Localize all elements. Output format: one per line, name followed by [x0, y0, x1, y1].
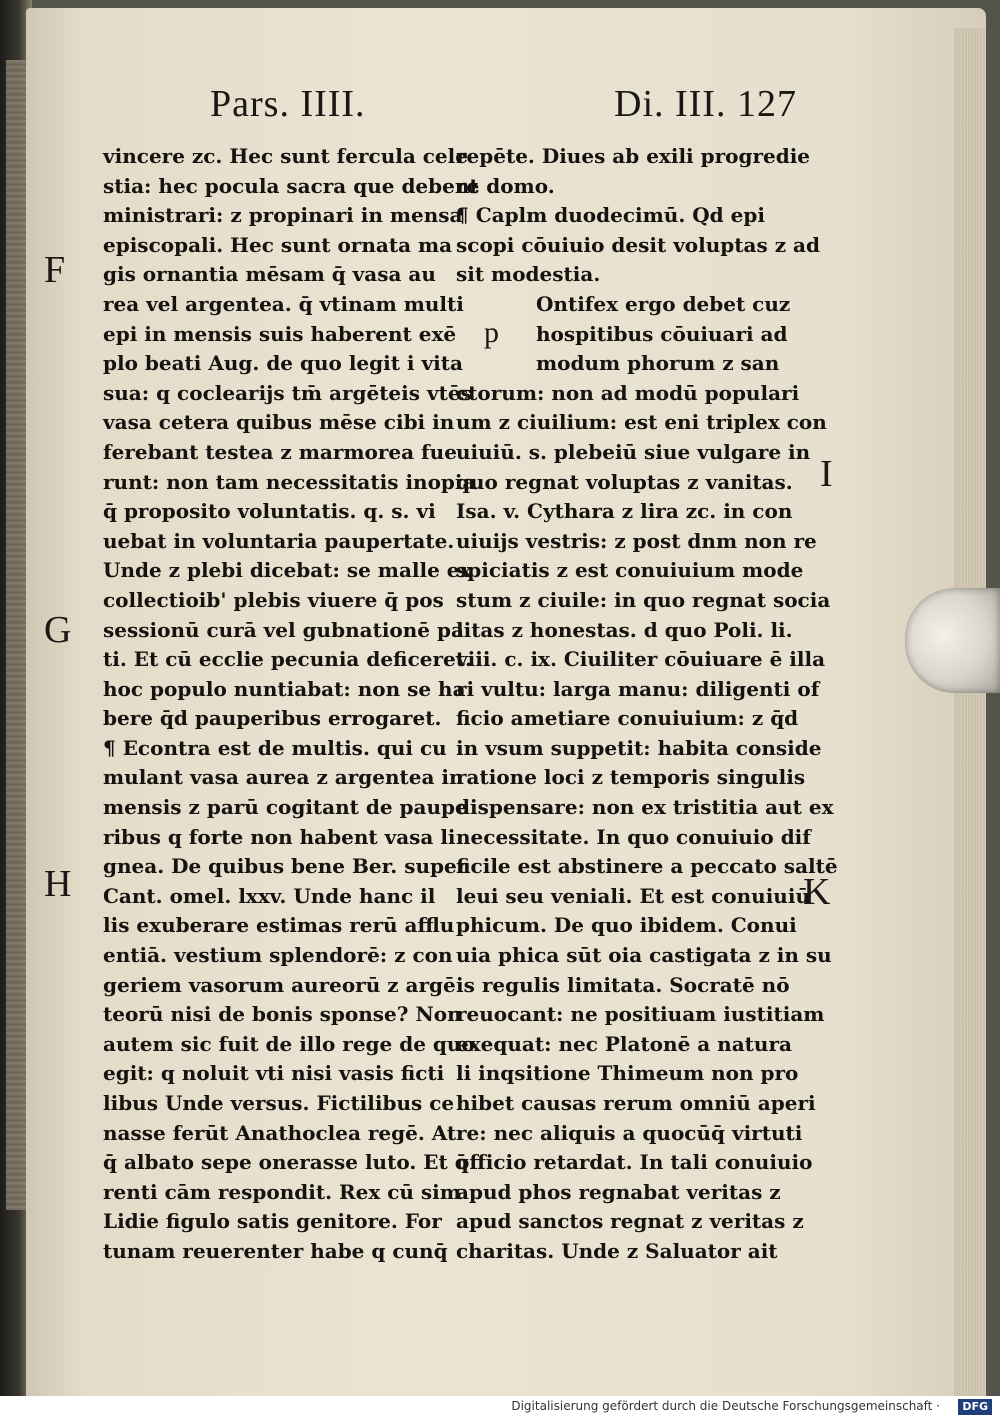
text-line: viii. c. ix. Ciuiliter cōuiuare ē illa [456, 647, 826, 672]
text-line: nasse ferūt Anathoclea regē. At [103, 1120, 457, 1145]
margin-marker-f: F [44, 249, 66, 291]
text-line: vasa cetera quibus mēse cibi in [103, 410, 455, 435]
text-line: exequat: nec Platonē a natura [456, 1031, 792, 1056]
text-line: mulant vasa aurea z argentea in [103, 765, 464, 790]
text-line: phicum. De quo ibidem. Conui [456, 913, 797, 938]
text-line: charitas. Unde z Saluator ait [456, 1238, 778, 1263]
text-line: ferebant testea z marmorea fue [103, 439, 457, 464]
text-line: sua: q coclearijs tm̄ argēteis vtēs [103, 380, 472, 405]
text-line: Cant. omel. lxxv. Unde hanc il [103, 883, 436, 908]
text-line: ctorum: non ad modū populari [456, 380, 800, 405]
text-line: ficio ametiare conuiuium: z q̄d [456, 706, 799, 731]
text-line: ministrari: z propinari in mensa [103, 203, 463, 228]
text-line: uia phica sūt oia castigata z in su [456, 943, 832, 968]
text-line: ri vultu: larga manu: diligenti of [456, 676, 820, 701]
text-line: repēte. Diues ab exili progredie [456, 144, 811, 168]
text-line: stum z ciuile: in quo regnat socia [456, 587, 831, 612]
text-line: entiā. vestium splendorē: z con [103, 943, 453, 968]
text-line: uebat in voluntaria paupertate. [103, 528, 455, 553]
text-line: geriem vasorum aureorū z argē [103, 972, 456, 997]
text-line: episcopali. Hec sunt ornata ma [103, 232, 453, 257]
text-line: in vsum suppetit: habita conside [456, 735, 822, 760]
text-line: um z ciuilium: est eni triplex con [456, 410, 827, 435]
text-line: egit: q noluit vti nisi vasis ficti [103, 1061, 445, 1086]
margin-marker-i: I [820, 453, 833, 495]
text-line: Lidie figulo satis genitore. For [103, 1209, 442, 1234]
text-line: re domo. [456, 173, 555, 198]
chapter-heading-line: scopi cōuiuio desit voluptas z ad [456, 232, 820, 257]
text-line: modum phorum z san [536, 351, 780, 376]
text-line: hoc populo nuntiabat: non se ha [103, 676, 466, 701]
text-column-right [456, 142, 838, 1267]
text-line: quo regnat voluptas z vanitas. [456, 469, 793, 494]
margin-marker-k: K [803, 871, 831, 913]
footer-bar [0, 1396, 1000, 1419]
text-line: Isa. v. Cythara z lira zc. in con [456, 499, 793, 524]
text-line: litas z honestas. d quo Poli. li. [456, 617, 793, 642]
dfg-logo: DFG [958, 1399, 992, 1415]
text-line: officio retardat. In tali conuiuio [456, 1150, 813, 1175]
text-line: gnea. De quibus bene Ber. super [103, 854, 468, 879]
text-line: teorū nisi de bonis sponse? Non [103, 1002, 462, 1027]
text-line: is regulis limitata. Socratē nō [456, 972, 790, 997]
text-line: lis exuberare estimas rerū afflu [103, 913, 455, 938]
text-line: runt: non tam necessitatis inopia [103, 469, 476, 494]
text-line: tunam reuerenter habe q cunq̄ [103, 1238, 448, 1263]
text-line: hibet causas rerum omniū aperi [456, 1091, 816, 1115]
drop-cap-guide-letter: p [484, 316, 499, 349]
text-line: Unde z plebi dicebat: se malle ex [103, 558, 472, 583]
text-line: epi in mensis suis haberent exē [103, 321, 457, 346]
text-line: necessitate. In quo conuiuio dif [456, 824, 811, 849]
text-line: uiuijs vestris: z post dnm non re [456, 528, 817, 553]
text-line: ratione loci z temporis singulis [456, 765, 806, 790]
text-line: libus Unde versus. Fictilibus ce [103, 1091, 455, 1115]
funding-credit: Digitalisierung gefördert durch die Deutsche Forschungsgemeinschaft · [511, 1399, 940, 1413]
text-line: spiciatis z est conuiuium mode [456, 558, 804, 583]
text-line: gis ornantia mēsam q̄ vasa au [103, 262, 436, 287]
text-line: ¶ Econtra est de multis. qui cu [103, 735, 447, 760]
text-line: vincere zc. Hec sunt fercula cele [103, 144, 468, 168]
running-head-right: Di. III. 127 [614, 83, 797, 125]
text-line: collectioib' plebis viuere q̄ pos [103, 587, 444, 612]
text-line: Ontifex ergo debet cuz [536, 291, 791, 316]
facing-page-edge [6, 60, 26, 1210]
chapter-heading-line: ¶ Caplm duodecimū. Qd epi [456, 203, 765, 228]
text-line: autem sic fuit de illo rege de quo [103, 1031, 475, 1056]
page-fore-edge [954, 28, 986, 1396]
chapter-heading-line: sit modestia. [456, 262, 601, 287]
text-line: stia: hec pocula sacra que debent [103, 173, 479, 198]
text-line: leui seu veniali. Et est conuiuiū [456, 883, 810, 908]
text-line: rea vel argentea. q̄ vtinam multi [103, 291, 464, 316]
text-line: bere q̄d pauperibus errogaret. [103, 706, 442, 731]
text-line: mensis z parū cogitant de paupe [103, 795, 468, 820]
margin-marker-h: H [44, 863, 72, 905]
text-line: li inqsitione Thimeum non pro [456, 1061, 799, 1086]
text-line: plo beati Aug. de quo legit i vita [103, 351, 463, 376]
text-line: uiuiū. s. plebeiū siue vulgare in [456, 439, 811, 464]
text-line: ribus q forte non habent vasa li [103, 824, 456, 849]
page-clip [905, 588, 1000, 693]
text-line: sessionū curā vel gubnationē pa [103, 617, 464, 642]
text-line: hospitibus cōuiuari ad [536, 321, 788, 346]
text-line: reuocant: ne positiuam iustitiam [456, 1002, 825, 1027]
text-line: apud sanctos regnat z veritas z [456, 1209, 804, 1234]
text-line: re: nec aliquis a quocūq̄ virtuti [456, 1120, 803, 1145]
text-line: q̄ albato sepe onerasse luto. Et q̄ [103, 1150, 469, 1175]
text-line: q̄ proposito voluntatis. q. s. vi [103, 499, 436, 524]
text-line: apud phos regnabat veritas z [456, 1179, 781, 1204]
running-head-left: Pars. IIII. [210, 83, 366, 125]
text-line: renti cām respondit. Rex cū sim [103, 1179, 461, 1204]
text-column-left [103, 142, 479, 1267]
text-line: ficile est abstinere a peccato saltē [456, 854, 838, 879]
text-line: dispensare: non ex tristitia aut ex [456, 795, 834, 820]
text-line: ti. Et cū ecclie pecunia deficeret. [103, 647, 472, 672]
margin-marker-g: G [44, 609, 72, 651]
